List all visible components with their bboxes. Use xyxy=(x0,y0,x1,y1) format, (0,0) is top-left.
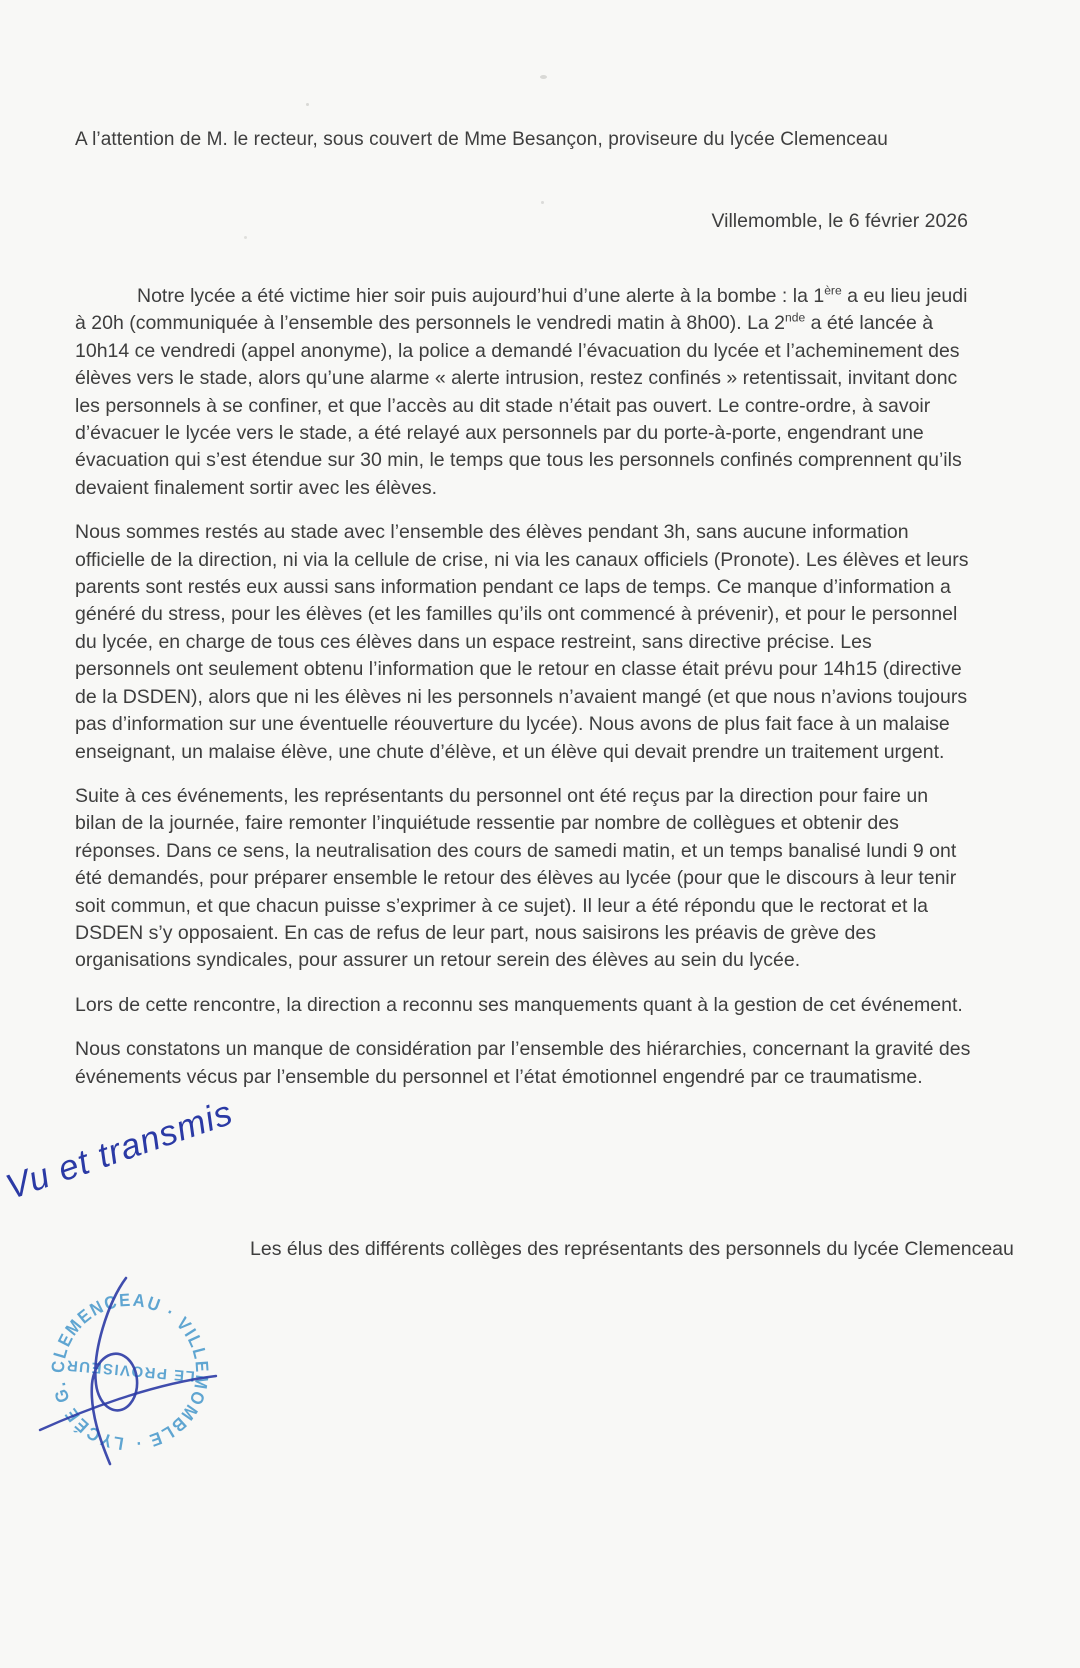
letter-body xyxy=(75,283,971,1108)
signature-scribble-icon xyxy=(30,1272,230,1482)
closing-signatories-line: Les élus des différents collèges des représentants des personnels du lycée Clemenceau xyxy=(250,1238,1014,1260)
scan-speck xyxy=(540,75,547,79)
paragraph-3: Suite à ces événements, les représentants du personnel ont été reçus par la direction pour faire un bilan de la journée, faire remonter l’inquiétude ressentie par nombre de collègues et obtenir des réponses. Dans ce sens, la neutralisation des cours de samedi matin, et un temps banalisé lundi 9 ont été demandés, pour préparer ensemble le retour des élèves au lycée (pour que le discours à leur tenir soit commun, et que chacun puisse s’exprimer à ce sujet). Il leur a été répondu que le rectorat et la DSDEN s’y opposaient. En cas de refus de leur part, nous saisirons les préavis de grève des organisations syndicales, pour assurer un retour serein des élèves au sein du lycée. xyxy=(75,784,957,972)
scan-speck xyxy=(244,236,247,239)
paragraph-1: Notre lycée a été victime hier soir puis aujourd’hui d’une alerte à la bombe : la 1ère a eu lieu jeudi à 20h (communiquée à l’ensemble des personnels le vendredi matin à 8h00). La 2nde a été lancée à 10h14 ce vendredi (appel anonyme), la police a demandé l’évacuation du lycée et l’acheminement des élèves vers le stade, alors qu’une alarme « alerte intrusion, restez confinés » retentissait, invitant donc les personnels à se confiner, et que l’accès au dit stade n’était pas ouvert. Le contre-ordre, à savoir d’évacuer le lycée vers le stade, a été relayé aux personnels par du porte-à-porte, engendrant une évacuation qui s’est étendue sur 30 min, le temps que tous les personnels confinés comprennent qu’ils devaient finalement sortir avec les élèves. xyxy=(75,283,968,499)
paragraph-4: Lors de cette rencontre, la direction a reconnu ses manquements quant à la gestion de cet événement. xyxy=(75,993,963,1016)
scan-speck xyxy=(541,201,544,204)
paragraph-2: Nous sommes restés au stade avec l’ensemble des élèves pendant 3h, sans aucune information officielle de la direction, ni via la cellule de crise, ni via les canaux officiels (Pronote). Les élèves et leurs parents sont restés eux aussi sans information pendant ce laps de temps. Ce manque d’information a généré du stress, pour les élèves (et les familles qu’ils ont commencé à prévenir), et pour le personnel du lycée, en charge de tous ces élèves dans un espace restreint, sans directive précise. Les personnels ont seulement obtenu l’information que le retour en classe était prévu pour 14h15 (directive de la DSDEN), alors que ni les élèves ni les personnels n’avaient mangé (et que nous n’avions toujours pas d’information sur une éventuelle réouverture du lycée). Nous avons de plus fait face à un malaise enseignant, un malaise élève, une chute d’élève, et un élève qui devait prendre un traitement urgent. xyxy=(75,521,969,763)
scan-speck xyxy=(306,103,309,106)
school-stamp xyxy=(30,1272,230,1472)
handwritten-note: Vu et transmis xyxy=(0,1092,238,1208)
paragraph-5: Nous constatons un manque de considération par l’ensemble des hiérarchies, concernant la gravité des événements vécus par l’ensemble du personnel et l’état émotionnel engendré par ce traumatisme. xyxy=(75,1038,971,1088)
stamp-center-text: LE PROVISEUR xyxy=(64,1356,196,1385)
attention-line: A l’attention de M. le recteur, sous couvert de Mme Besançon, proviseure du lycée Clemenceau xyxy=(75,129,888,150)
dateline: Villemomble, le 6 février 2026 xyxy=(711,210,968,232)
stamp-ring-text: LYCÉE G. CLEMENCEAU · VILLEMOMBLE · xyxy=(47,1289,213,1455)
